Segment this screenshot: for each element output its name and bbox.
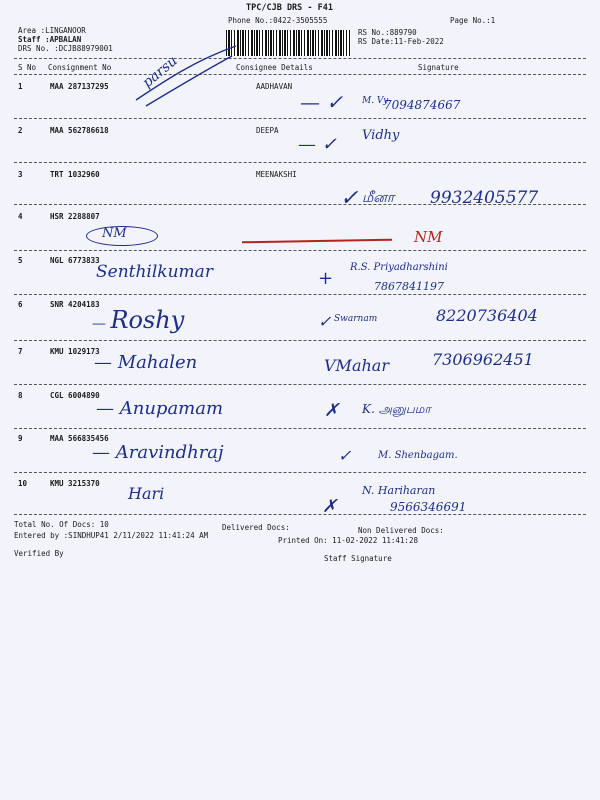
row-sno: 9: [18, 434, 23, 443]
non-delivered-docs: Non Delivered Docs:: [358, 526, 444, 535]
row-sno: 6: [18, 300, 23, 309]
cross-mark: ✗: [324, 400, 340, 421]
row-sno: 3: [18, 170, 23, 179]
row-sno: 7: [18, 347, 23, 356]
handwritten-name: — Roshy: [92, 306, 185, 334]
row-consignee: MEENAKSHI: [256, 170, 297, 179]
row-consignment: KMU 3215370: [50, 479, 100, 488]
divider: [14, 74, 586, 75]
check-mark: ✓: [340, 186, 359, 211]
printed-on: Printed On: 11-02-2022 11:41:28: [278, 536, 418, 545]
handwritten-signature: VMahar: [324, 356, 389, 375]
handwritten-phone: 9566346691: [390, 500, 467, 514]
handwritten-signature: R.S. Priyadharshini: [350, 262, 448, 273]
area-label: Area :LINGANOOR: [18, 26, 86, 35]
row-sno: 10: [18, 479, 28, 488]
handwritten-phone: 8220736404: [436, 306, 538, 325]
handwritten-phone: 7867841197: [374, 280, 444, 293]
check-mark: ✓: [318, 312, 332, 331]
staff-signature: Staff Signature: [324, 554, 392, 563]
row-consignment: SNR 4204183: [50, 300, 100, 309]
handwritten-signature: Swarnam: [334, 314, 378, 324]
col-signature: Signature: [418, 63, 459, 72]
divider: [14, 384, 586, 385]
staff-label: Staff :APBALAN: [18, 35, 82, 44]
row-consignment: HSR 2288807: [50, 212, 100, 221]
check-mark: — ✓: [298, 134, 337, 155]
handwritten-name: — Mahalen: [94, 352, 198, 373]
scribble-mark: [126, 40, 246, 110]
handwritten-name: — Aravindhraj: [92, 442, 224, 463]
handwritten-phone: 7306962451: [432, 350, 534, 369]
handwritten-signature: மீனா: [362, 190, 395, 206]
verified-by: Verified By: [14, 549, 64, 558]
row-consignment: NGL 6773833: [50, 256, 100, 265]
divider: [14, 340, 586, 341]
phone-number: Phone No.:0422-3505555: [228, 16, 328, 25]
handwritten-phone: 7094874667: [384, 98, 461, 112]
col-sno: S No: [18, 63, 37, 72]
row-consignment: KMU 1029173: [50, 347, 100, 356]
check-mark: — ✓: [300, 90, 344, 114]
handwritten-name-text: Anupamam: [119, 398, 224, 419]
drs-number: DRS No. :DCJB88979001: [18, 44, 113, 53]
rs-number: RS No.:889790: [358, 28, 417, 37]
handwritten-signature: Vidhy: [362, 128, 400, 143]
divider: [14, 250, 586, 251]
row-consignment: CGL 6004890: [50, 391, 100, 400]
handwritten-note: NM: [102, 226, 127, 241]
row-consignment: MAA 566835456: [50, 434, 109, 443]
divider: [14, 514, 586, 515]
handwritten-name: Senthilkumar: [96, 262, 213, 282]
col-consignment: Consignment No: [48, 63, 112, 72]
check-mark: +: [318, 268, 334, 289]
total-docs: Total No. Of Docs: 10: [14, 520, 109, 529]
divider: [14, 294, 586, 295]
handwritten-signature: K. அனுபமா: [362, 402, 431, 416]
divider: [14, 472, 586, 473]
delivered-docs: Delivered Docs:: [222, 523, 290, 532]
row-consignment: MAA 562786618: [50, 126, 109, 135]
row-sno: 5: [18, 256, 23, 265]
handwritten-name-text: Mahalen: [117, 352, 198, 373]
row-sno: 2: [18, 126, 23, 135]
handwritten-note: NM: [414, 228, 443, 246]
rs-date: RS Date:11-Feb-2022: [358, 37, 444, 46]
divider: [14, 58, 586, 59]
check-mark: ✓: [338, 446, 352, 465]
row-consignee: DEEPA: [256, 126, 279, 135]
row-sno: 1: [18, 82, 23, 91]
entered-by: Entered by :SINDHUP41 2/11/2022 11:41:24 AM: [14, 531, 209, 540]
document-title: TPC/CJB DRS - F41: [246, 3, 333, 13]
handwritten-name-text: Roshy: [110, 306, 185, 334]
handwritten-scrawl: parsu: [139, 52, 181, 92]
handwritten-phone: 9932405577: [430, 188, 539, 208]
handwritten-name: Hari: [128, 484, 165, 503]
handwritten-name: — Anupamam: [96, 398, 224, 419]
handwritten-name-text: Aravindhraj: [115, 442, 224, 463]
handwritten-signature: M. Shenbagam.: [378, 450, 458, 461]
row-consignee: AADHAVAN: [256, 82, 293, 91]
row-sno: 4: [18, 212, 23, 221]
row-consignment: MAA 287137295: [50, 82, 109, 91]
cross-mark: ✗: [322, 496, 338, 517]
divider: [14, 428, 586, 429]
col-consignee: Consignee Details: [236, 63, 313, 72]
page-number: Page No.:1: [450, 16, 496, 25]
handwritten-signature: N. Hariharan: [362, 484, 436, 497]
row-consignment: TRT 1032960: [50, 170, 100, 179]
divider: [14, 162, 586, 163]
red-strike-line: [242, 239, 392, 244]
handwritten-signature: M. Vy: [362, 96, 389, 106]
divider: [14, 118, 586, 119]
row-sno: 8: [18, 391, 23, 400]
